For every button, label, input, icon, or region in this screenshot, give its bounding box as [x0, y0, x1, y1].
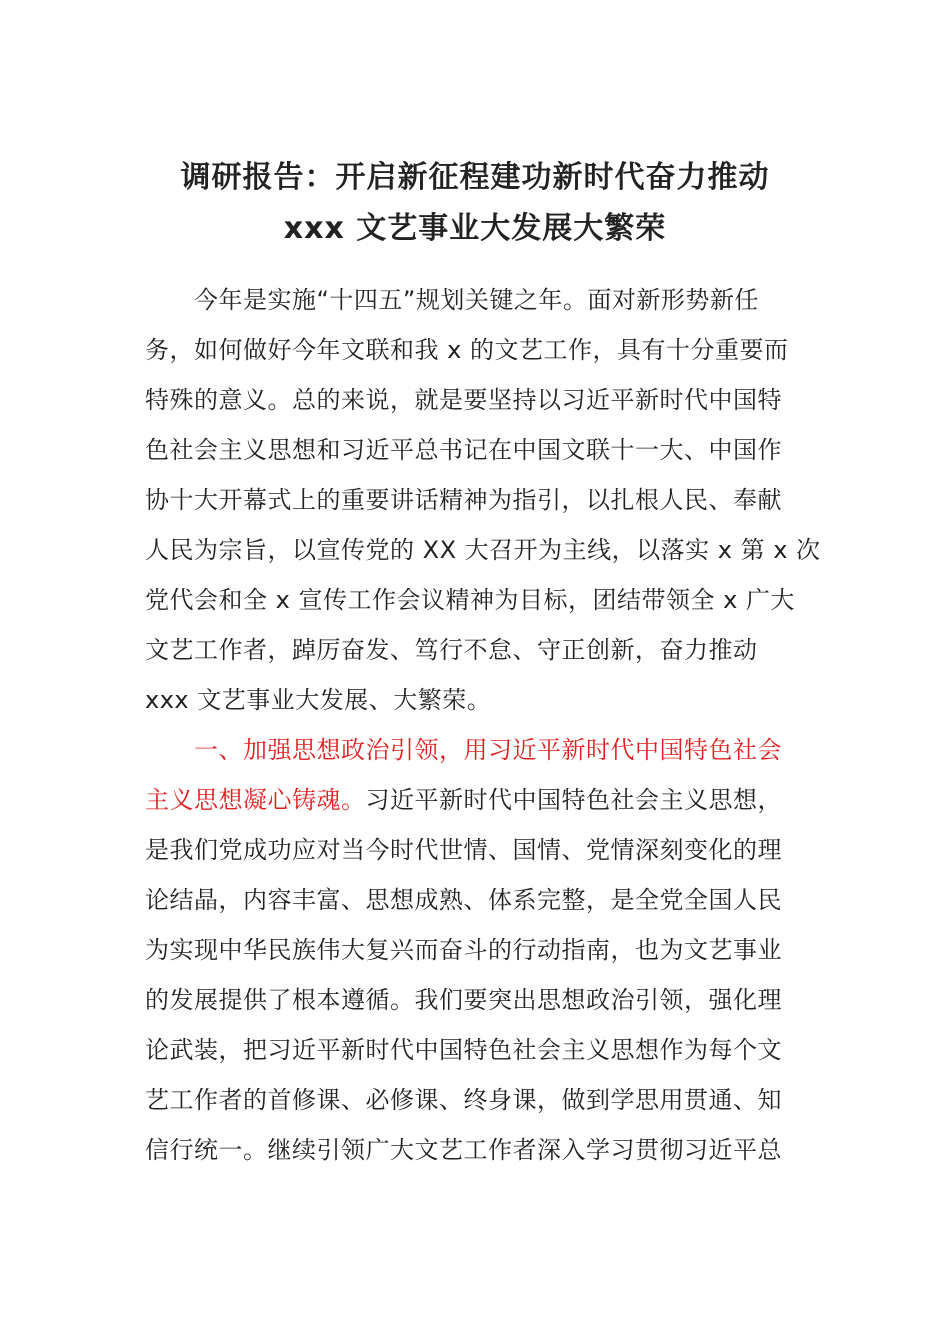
section-1-heading-line-2: 主义思想凝心铸魂。: [145, 786, 366, 814]
paragraph-1-line-5: 协十大开幕式上的重要讲话精神为指引，以扎根人民、奉献: [145, 486, 782, 514]
section-1-heading-line-1: 一、加强思想政治引领，用习近平新时代中国特色社会: [194, 736, 782, 764]
document-title-line-1: 调研报告：开启新征程建功新时代奋力推动: [180, 160, 770, 195]
section-1-body-line-8: 艺工作者的首修课、必修课、终身课，做到学思用贯通、知: [145, 1086, 782, 1114]
paragraph-1-line-7: 党代会和全 x 宣传工作会议精神为目标，团结带领全 x 广大: [145, 586, 795, 614]
paragraph-1-line-2: 务，如何做好今年文联和我 x 的文艺工作，具有十分重要而: [145, 336, 789, 364]
section-1-body-line-6: 的发展提供了根本遵循。我们要突出思想政治引领，强化理: [145, 986, 782, 1014]
section-1-body-line-9: 信行统一。继续引领广大文艺工作者深入学习贯彻习近平总: [145, 1136, 782, 1164]
paragraph-1-line-6: 人民为宗旨，以宣传党的 XX 大召开为主线，以落实 x 第 x 次: [145, 536, 821, 564]
section-1-body-line-2-rest: 习近平新时代中国特色社会主义思想，: [365, 786, 782, 814]
section-1-body-line-4: 论结晶，内容丰富、思想成熟、体系完整，是全党全国人民: [145, 886, 782, 914]
document-title-line-2: xxx 文艺事业大发展大繁荣: [283, 211, 667, 246]
section-1-line-2: [145, 775, 825, 825]
section-1-body-line-3: 是我们党成功应对当今时代世情、国情、党情深刻变化的理: [145, 836, 782, 864]
section-1-body-line-5: 为实现中华民族伟大复兴而奋斗的行动指南，也为文艺事业: [145, 936, 782, 964]
paragraph-1-line-1: 今年是实施“十四五”规划关键之年。面对新形势新任: [194, 286, 759, 314]
paragraph-1-line-8: 文艺工作者，踔厉奋发、笃行不怠、守正创新，奋力推动: [145, 636, 758, 664]
section-1-body-line-7: 论武装，把习近平新时代中国特色社会主义思想作为每个文: [145, 1036, 782, 1064]
paragraph-1-line-4: 色社会主义思想和习近平总书记在中国文联十一大、中国作: [145, 436, 782, 464]
paragraph-1-line-3: 特殊的意义。总的来说，就是要坚持以习近平新时代中国特: [145, 386, 782, 414]
paragraph-1-line-9: xxx 文艺事业大发展、大繁荣。: [145, 686, 492, 714]
